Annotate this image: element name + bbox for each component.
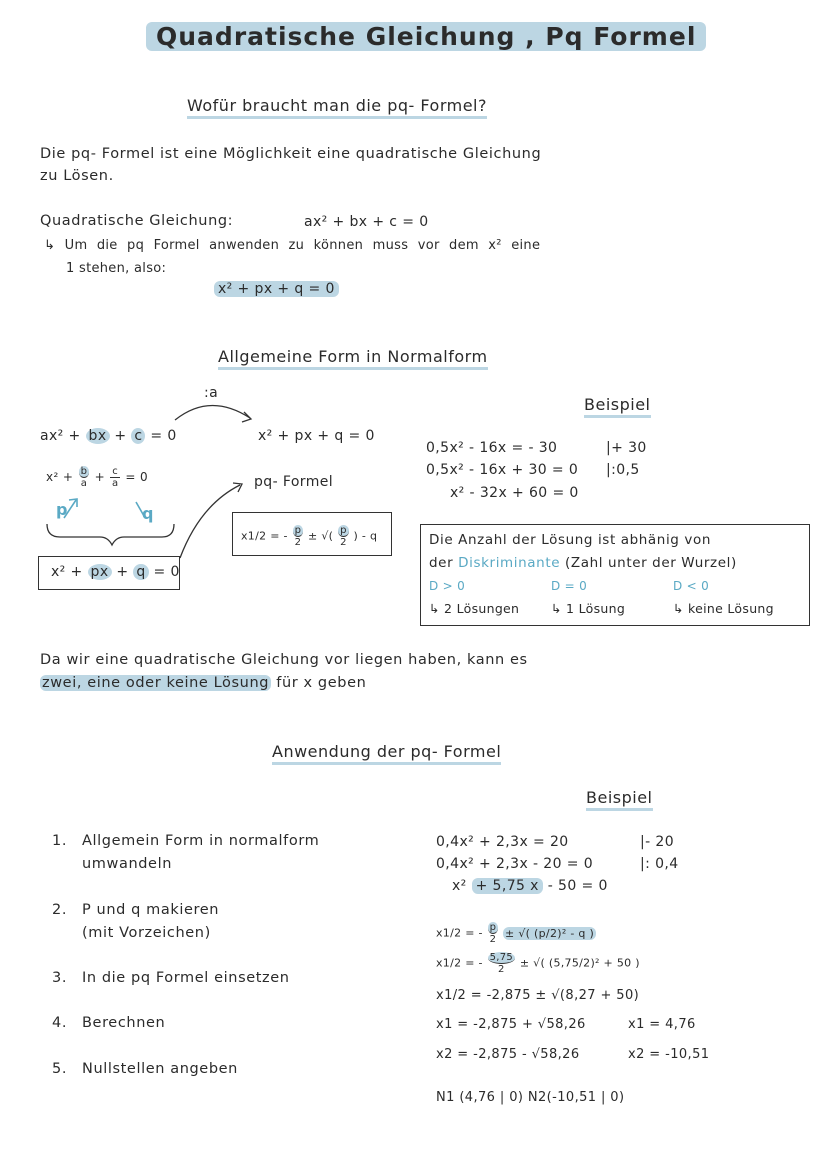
f1-lhs: x1/2 = - [436, 926, 483, 940]
divided-x2: x² + [46, 470, 74, 484]
disc-case2-result: ↳ 1 Lösung [551, 601, 626, 616]
f2-frac [488, 952, 515, 975]
frac-b-a [79, 466, 90, 489]
pq-arrow [180, 485, 240, 558]
f1-frac [488, 922, 499, 945]
pq-two2: 2 [340, 537, 347, 548]
step5-line1: Nullstellen angeben [82, 1061, 238, 1077]
normal-form-right: x² + px + q = 0 [258, 428, 375, 444]
pq-root-open: √( [321, 529, 334, 543]
conclusion-highlight: zwei, eine oder keine Lösung [42, 675, 270, 691]
example1-eq1: 0,5x² - 16x = - 30 [426, 440, 558, 456]
page-title [146, 22, 706, 51]
note-line1: ↳ Um die pq Formel anwenden zu können muss vor dem x² eine [44, 238, 541, 253]
conclusion-rest: für x geben [276, 675, 367, 691]
pq-frac [293, 525, 304, 548]
frac-b: b [80, 466, 88, 477]
normal-form-line [214, 281, 339, 297]
frac-c-a [110, 466, 120, 489]
step1-line1: Allgemein Form in normalform [82, 833, 320, 849]
disc-line2 [429, 555, 737, 571]
section3-heading: Anwendung der pq- Formel [272, 742, 501, 765]
f2-lhs: x1/2 = - [436, 956, 483, 970]
qg-formula: ax² + bx + c = 0 [304, 214, 429, 230]
qg-label: Quadratische Gleichung: [40, 213, 234, 229]
p-label: p [56, 500, 68, 519]
frac-c: c [112, 466, 119, 477]
f1-two: 2 [489, 934, 497, 945]
pq-p: p [294, 525, 302, 536]
frac-a2: a [111, 478, 119, 489]
boxed-px: px [88, 564, 112, 580]
example1-op1: |+ 30 [606, 440, 647, 456]
f2-num: 5,75 [489, 952, 514, 963]
calc-op2: |: 0,4 [640, 856, 679, 872]
frac-a1: a [80, 478, 88, 489]
conclusion-line2 [40, 675, 366, 691]
pq-arrowhead [233, 483, 242, 492]
step1-line2: umwandeln [82, 856, 172, 872]
x1-eq: x1 = -2,875 + √58,26 [436, 1017, 586, 1032]
boxed-q: q [133, 564, 148, 580]
p-arrowhead [69, 499, 77, 507]
pq-frac2 [338, 525, 349, 548]
pq-minus-q: - q [361, 529, 378, 543]
calc-op1: |- 20 [640, 834, 675, 850]
example-heading-2: Beispiel [586, 788, 653, 811]
disc-case2-cond: D = 0 [551, 579, 588, 593]
normal-form-box [38, 556, 180, 590]
disc-line1: Die Anzahl der Lösung ist abhänig von [429, 532, 711, 548]
intro-line2: zu Lösen. [40, 168, 114, 184]
step5-num: 5. [52, 1061, 68, 1077]
discriminant-box [420, 524, 810, 626]
example-heading-1: Beispiel [584, 395, 651, 418]
pq-lhs: x1/2 = - [241, 529, 288, 543]
roots: N1 (4,76 | 0) N2(-10,51 | 0) [436, 1090, 625, 1105]
curly-brace [47, 524, 174, 545]
general-eq: = 0 [150, 428, 177, 444]
general-form [40, 428, 177, 444]
divided-eq: = 0 [125, 470, 149, 484]
boxed-eq: = 0 [153, 564, 180, 580]
step4-line1: Berechnen [82, 1015, 166, 1031]
step2-line1: P und q makieren [82, 902, 220, 918]
disc-term: Diskriminante [458, 555, 561, 571]
step2-num: 2. [52, 902, 68, 918]
step1-num: 1. [52, 833, 68, 849]
f1-p: p [489, 922, 497, 933]
divide-label: :a [204, 385, 219, 401]
divide-arrowhead [242, 412, 251, 422]
general-plus: + [114, 428, 127, 444]
disc-case3-result: ↳ keine Lösung [673, 601, 774, 616]
calc-norm-rest: - 50 = 0 [547, 878, 608, 894]
general-ax2: ax² + [40, 428, 81, 444]
intro-line1: Die pq- Formel ist eine Möglichkeit eine quadratische Gleichung [40, 146, 542, 162]
step3-num: 3. [52, 970, 68, 986]
disc-line2-a: der [429, 555, 454, 571]
x1-result: x1 = 4,76 [628, 1017, 696, 1032]
boxed-plus: + [116, 564, 129, 580]
general-c: c [131, 428, 145, 444]
page-title-text: Quadratische Gleichung , Pq Formel [146, 22, 706, 51]
disc-case1-cond: D > 0 [429, 579, 466, 593]
x2-eq: x2 = -2,875 - √58,26 [436, 1047, 580, 1062]
normal-form: x² + px + q = 0 [214, 281, 339, 297]
formula-step1 [436, 922, 596, 945]
step2-line2: (mit Vorzeichen) [82, 925, 211, 941]
pq-formula-box [232, 512, 392, 556]
step3-line1: In die pq Formel einsetzen [82, 970, 290, 986]
pq-root-close: ) [353, 529, 359, 543]
divided-form: x² + $\frac{b}{a}$ + $\frac{c}{a}$ = 0 [46, 466, 149, 489]
f2-den: 2 [497, 964, 505, 975]
conclusion-line1: Da wir eine quadratische Gleichung vor liegen haben, kann es [40, 652, 528, 668]
f2-tail: ± √( (5,75/2)² + 50 ) [519, 956, 640, 970]
q-label: q [142, 504, 154, 523]
x2-result: x2 = -10,51 [628, 1047, 710, 1062]
formula-step3: x1/2 = -2,875 ± √(8,27 + 50) [436, 988, 640, 1003]
f1-tail: ± √( (p/2)² - q ) [505, 926, 595, 940]
pq-two: 2 [294, 537, 302, 548]
step4-num: 4. [52, 1015, 68, 1031]
pq-pm: ± [308, 529, 318, 543]
note-line2: 1 stehen, also: [66, 261, 167, 276]
example1-eq2: 0,5x² - 16x + 30 = 0 [426, 462, 579, 478]
calc-norm [452, 878, 608, 894]
boxed-x2: x² + [51, 564, 83, 580]
disc-case3-cond: D < 0 [673, 579, 710, 593]
pq-label: pq- Formel [254, 474, 334, 490]
section2-heading: Allgemeine Form in Normalform [218, 347, 488, 370]
calc-eq2: 0,4x² + 2,3x - 20 = 0 [436, 856, 594, 872]
example1-eq3: x² - 32x + 60 = 0 [450, 485, 579, 501]
calc-eq1: 0,4x² + 2,3x = 20 [436, 834, 569, 850]
pq-formula [241, 525, 377, 548]
normal-form-boxed [51, 564, 180, 580]
disc-line2-c: (Zahl unter der Wurzel) [565, 555, 737, 571]
section1-heading: Wofür braucht man die pq- Formel? [187, 96, 487, 119]
divide-arrow [175, 405, 250, 420]
pq-p2: p [340, 525, 347, 536]
disc-case1-result: ↳ 2 Lösungen [429, 601, 520, 616]
general-bx: bx [86, 428, 110, 444]
calc-norm-p: + 5,75 x [472, 878, 543, 894]
calc-norm-x2: x² [452, 878, 467, 894]
example1-op2: |:0,5 [606, 462, 640, 478]
formula-step2 [436, 952, 640, 975]
